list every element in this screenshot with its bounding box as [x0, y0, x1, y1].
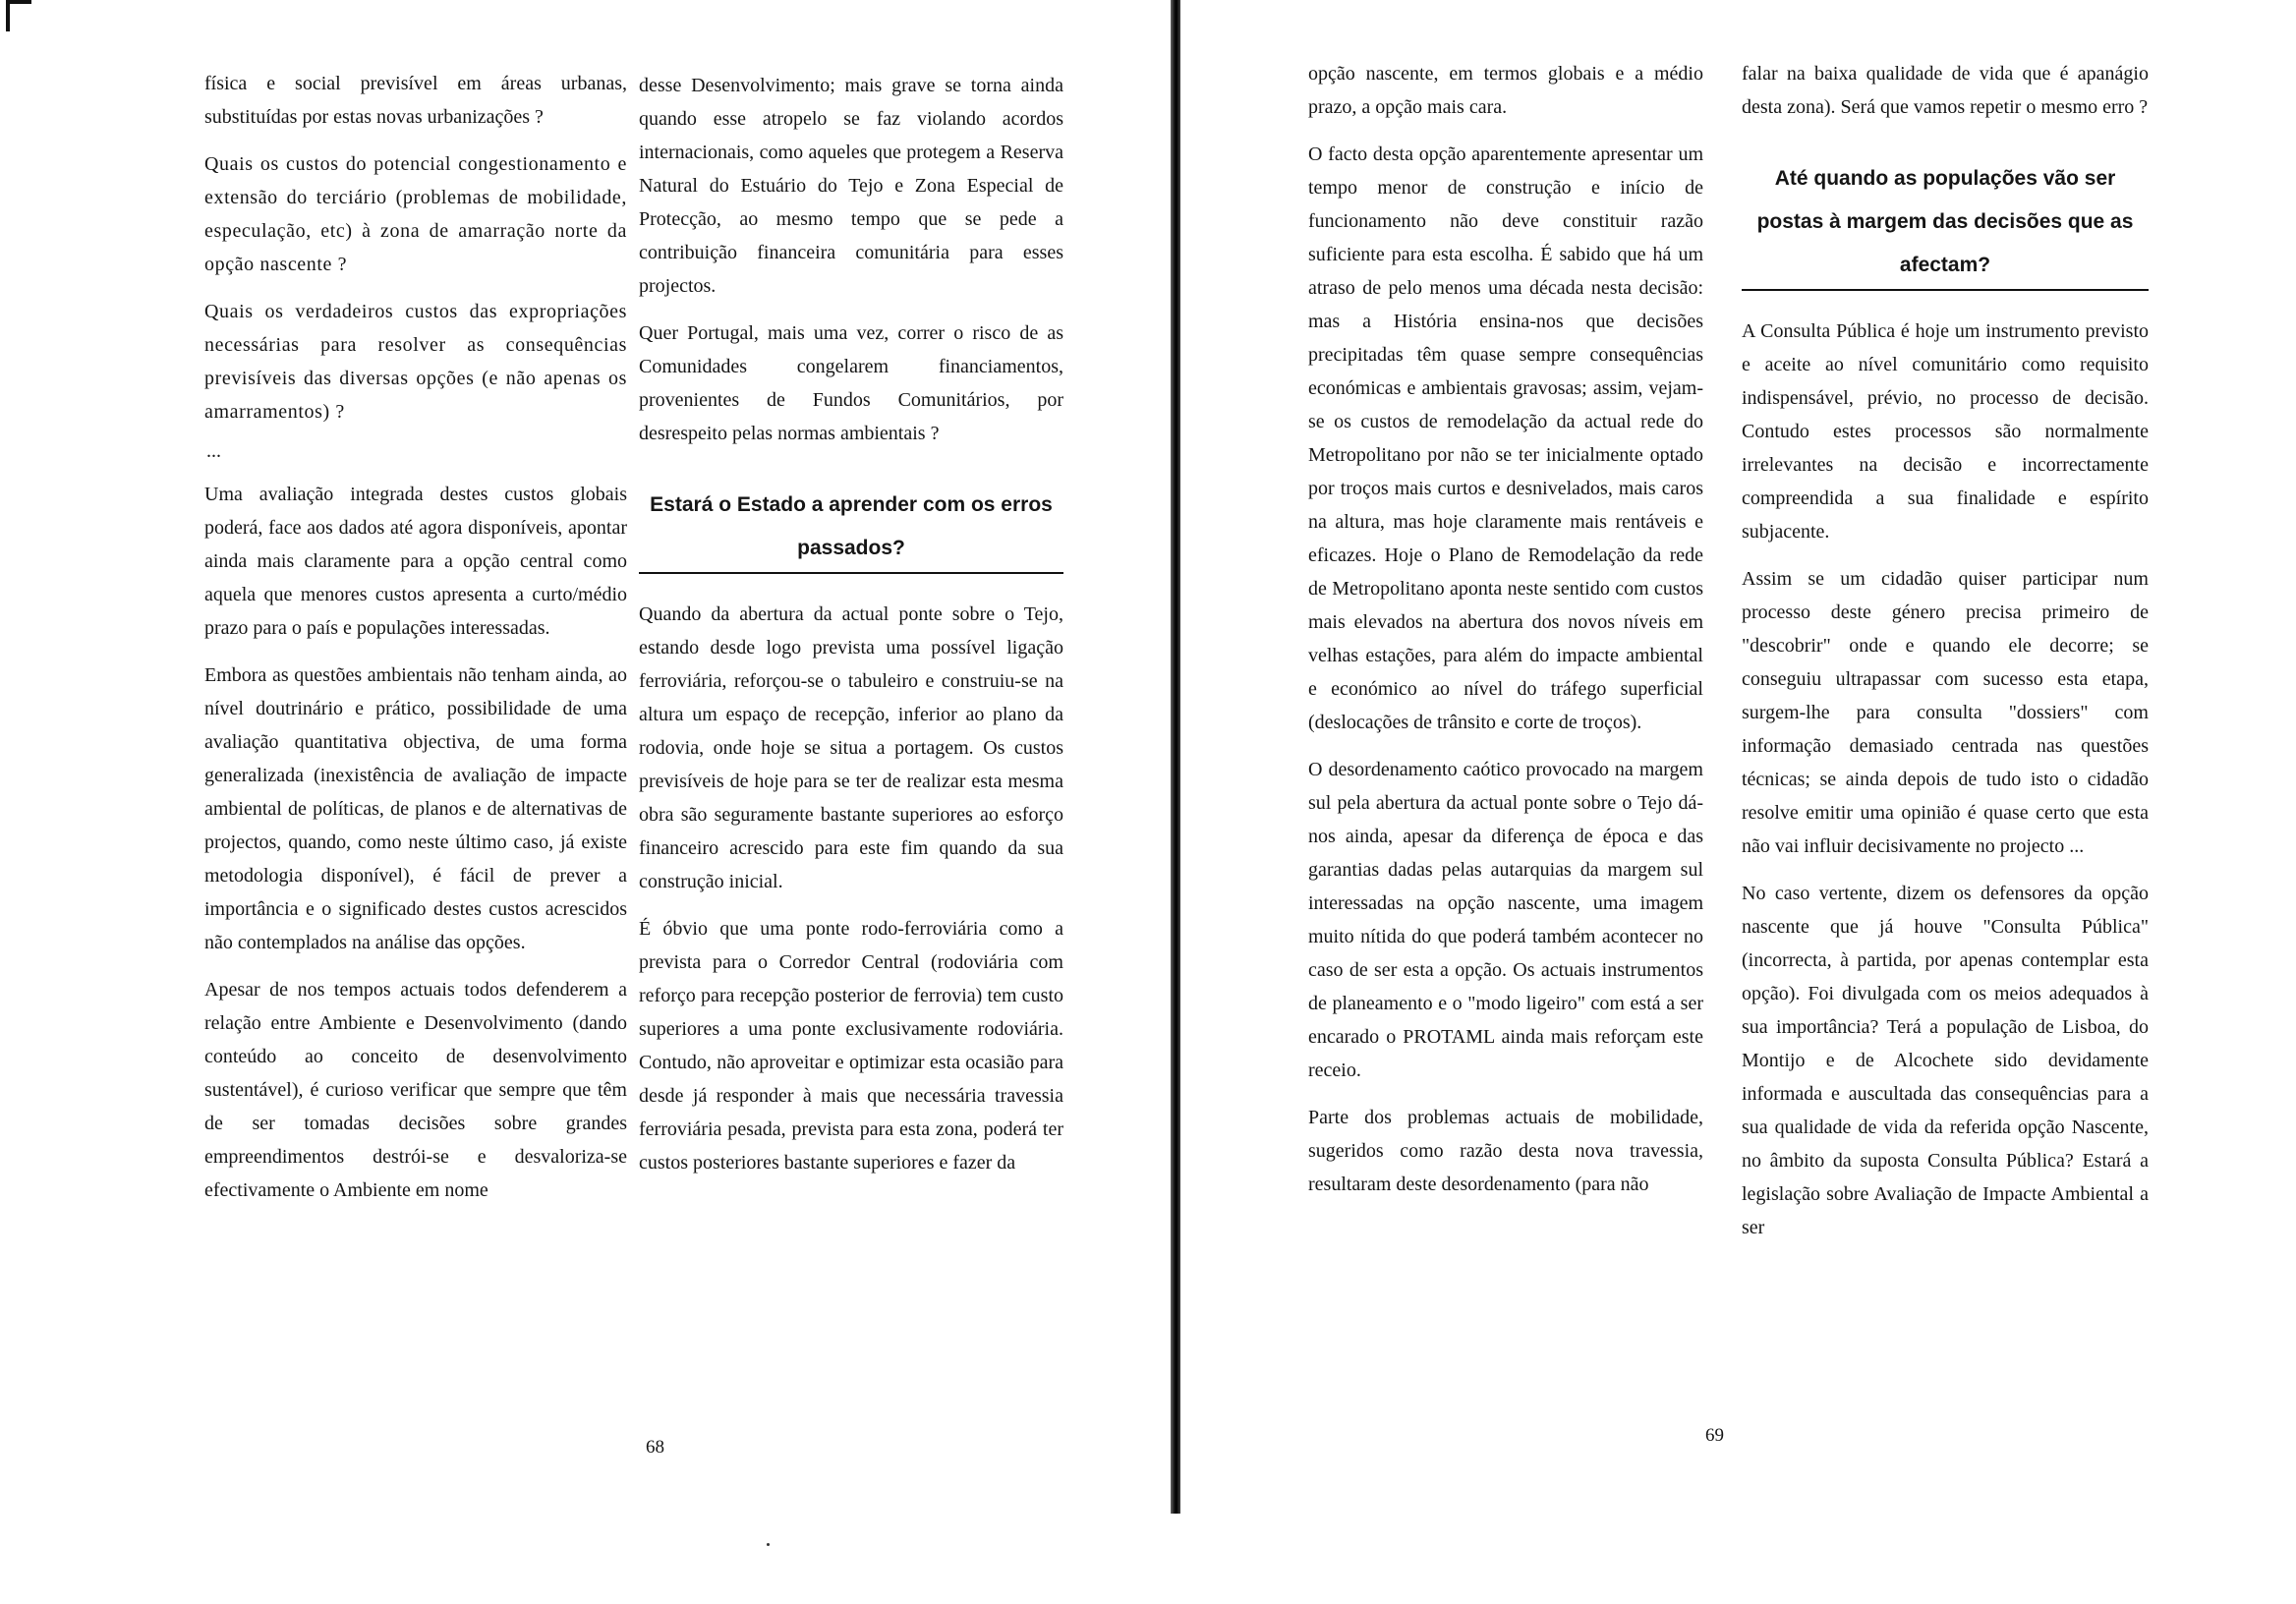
paragraph: Embora as questões ambientais não tenham ainda, ao nível doutrinário e prático, possibilidade de uma avaliação quantitativa objectiva, de uma forma generalizada (inexistência de avaliação de impacte ambiental de políticas, de planos e de alternativas de projectos, quando, como neste último caso, já existe metodologia disponível), é fácil de prever a importância e o significado destes custos acrescidos não contemplados na análise das opções.	[204, 664, 627, 953]
scan-speck	[767, 1543, 770, 1546]
right-page	[1175, 0, 2296, 1604]
right-page-column-1	[1308, 57, 1703, 1215]
paragraph: No caso vertente, dizem os defensores da opção nascente que já houve "Consulta Pública" (incorrecta, à partida, por apenas contemplar esta opção). Foi divulgada com os meios adequados à sua importância? Terá a população de Lisboa, do Montijo e de Alcochete sido devidamente informada e auscultada das consequências para a sua qualidade de vida da referida opção Nascente, no âmbito da suposta Consulta Pública? Estará a legislação sobre Avaliação de Impacte Ambiental a ser	[1742, 883, 2149, 1238]
paragraph: Quando da abertura da actual ponte sobre o Tejo, estando desde logo prevista uma possível ligação ferroviária, reforçou-se o tabuleiro e construiu-se na altura um espaço de recepção, inferior ao plano da rodovia, onde hoje se situa a portagem. Os custos previsíveis de hoje para se ter de realizar esta mesma obra são seguramente bastante superiores ao esforço financeiro acrescido para este fim quando da sua construção inicial.	[639, 603, 1063, 892]
page-number: 69	[1705, 1425, 1724, 1446]
paragraph: física e social previsível em áreas urbanas, substituídas por estas novas urbanizações ?	[204, 73, 627, 128]
paragraph: Assim se um cidadão quiser participar num processo deste género precisa primeiro de "descobrir" onde e quando ele decorre; se conseguiu ultrapassar com sucesso esta etapa, surgem-lhe para consulta "dossiers" com informação demasiado centrada nas questões técnicas; se ainda depois de tudo isto o cidadão resolve emitir uma opinião é quase certo que esta não vai influir decisivamente no projecto ...	[1742, 568, 2149, 857]
paragraph: Quais os verdadeiros custos das expropriações necessárias para resolver as consequências previsíveis das diversas opções (e não apenas os amarramentos) ?	[204, 301, 627, 423]
left-page-column-2	[639, 69, 1063, 1193]
paragraph: O facto desta opção aparentemente apresentar um tempo menor de construção e início de funcionamento não deve constituir razão suficiente para esta escolha. É sabido que há um atraso de pelo menos uma década nesta decisão: mas a História ensina-nos que decisões precipitadas têm quase sempre consequências económicas e ambientais gravosas; assim, vejam-se os custos de remodelação da actual rede do Metropolitano por não se ter inicialmente optado por troços mais curtos e desnivelados, mais caros na altura, mas hoje claramente mais rentáveis e eficazes. Hoje o Plano de Remodelação da rede de Metropolitano aponta neste sentido com custos mais elevados na abertura dos novos níveis em velhas estações, para além do impacte ambiental e económico ao nível do tráfego superficial (deslocações de trânsito e corte de troços).	[1308, 143, 1703, 733]
section-heading: Até quando as populações vão ser postas à margem das decisões que as afectam?	[1742, 157, 2149, 291]
right-page-column-2	[1742, 57, 2149, 1258]
page-number: 68	[646, 1437, 664, 1458]
paragraph: A Consulta Pública é hoje um instrumento previsto e aceite ao nível comunitário como requisito indispensável, prévio, no processo de decisão. Contudo estes processos são normalmente irrelevantes na decisão e incorrectamente compreendida a sua finalidade e espírito subjacente.	[1742, 320, 2149, 543]
paragraph: opção nascente, em termos globais e a médio prazo, a opção mais cara.	[1308, 63, 1703, 118]
paragraph: É óbvio que uma ponte rodo-ferroviária como a prevista para o Corredor Central (rodoviária com reforço para recepção posterior de ferrovia) tem custo superiores a uma ponte exclusivamente rodoviária. Contudo, não aproveitar e optimizar esta ocasião para desde já responder à mais que necessária travessia ferroviária pesada, prevista para esta zona, poderá ter custos posteriores bastante superiores e fazer da	[639, 918, 1063, 1174]
paragraph: falar na baixa qualidade de vida que é apanágio desta zona). Será que vamos repetir o mesmo erro ?	[1742, 63, 2149, 118]
paragraph: desse Desenvolvimento; mais grave se torna ainda quando esse atropelo se faz violando acordos internacionais, como aqueles que protegem a Reserva Natural do Estuário do Tejo e Zona Especial de Protecção, ao mesmo tempo que se pede a contribuição financeira comunitária para esses projectos.	[639, 75, 1063, 297]
paragraph: Apesar de nos tempos actuais todos defenderem a relação entre Ambiente e Desenvolvimento (dando conteúdo ao conceito de desenvolvimento sustentável), é curioso verificar que sempre que têm de ser tomadas decisões sobre grandes empreendimentos destrói-se e desvaloriza-se efectivamente o Ambiente em nome	[204, 979, 627, 1201]
section-heading: Estará o Estado a aprender com os erros passados?	[639, 484, 1063, 574]
paragraph: Uma avaliação integrada destes custos globais poderá, face aos dados até agora disponíveis, apontar ainda mais claramente para a opção central como aquela que menores custos apresenta a curto/médio prazo para o país e populações interessadas.	[204, 484, 627, 639]
paragraph: Quais os custos do potencial congestionamento e extensão do terciário (problemas de mobilidade, especulação, etc) à zona de amarração norte da opção nascente ?	[204, 153, 627, 275]
left-page-column-1	[204, 67, 627, 1221]
ellipsis: ...	[206, 440, 221, 462]
paragraph: Quer Portugal, mais uma vez, correr o risco de as Comunidades congelarem financiamentos, provenientes de Fundos Comunitários, por desrespeito pelas normas ambientais ?	[639, 322, 1063, 444]
paragraph: O desordenamento caótico provocado na margem sul pela abertura da actual ponte sobre o Tejo dá-nos ainda, apesar da diferença de época e das garantias dadas pelas autarquias da margem sul interessadas na opção nascente, uma imagem muito nítida do que poderá também acontecer no caso de ser esta a opção. Os actuais instrumentos de planeamento e o "modo ligeiro" com está a ser encarado o PROTAML ainda mais reforçam este receio.	[1308, 759, 1703, 1081]
paragraph: Parte dos problemas actuais de mobilidade, sugeridos como razão desta nova travessia, resultaram deste desordenamento (para não	[1308, 1107, 1703, 1195]
